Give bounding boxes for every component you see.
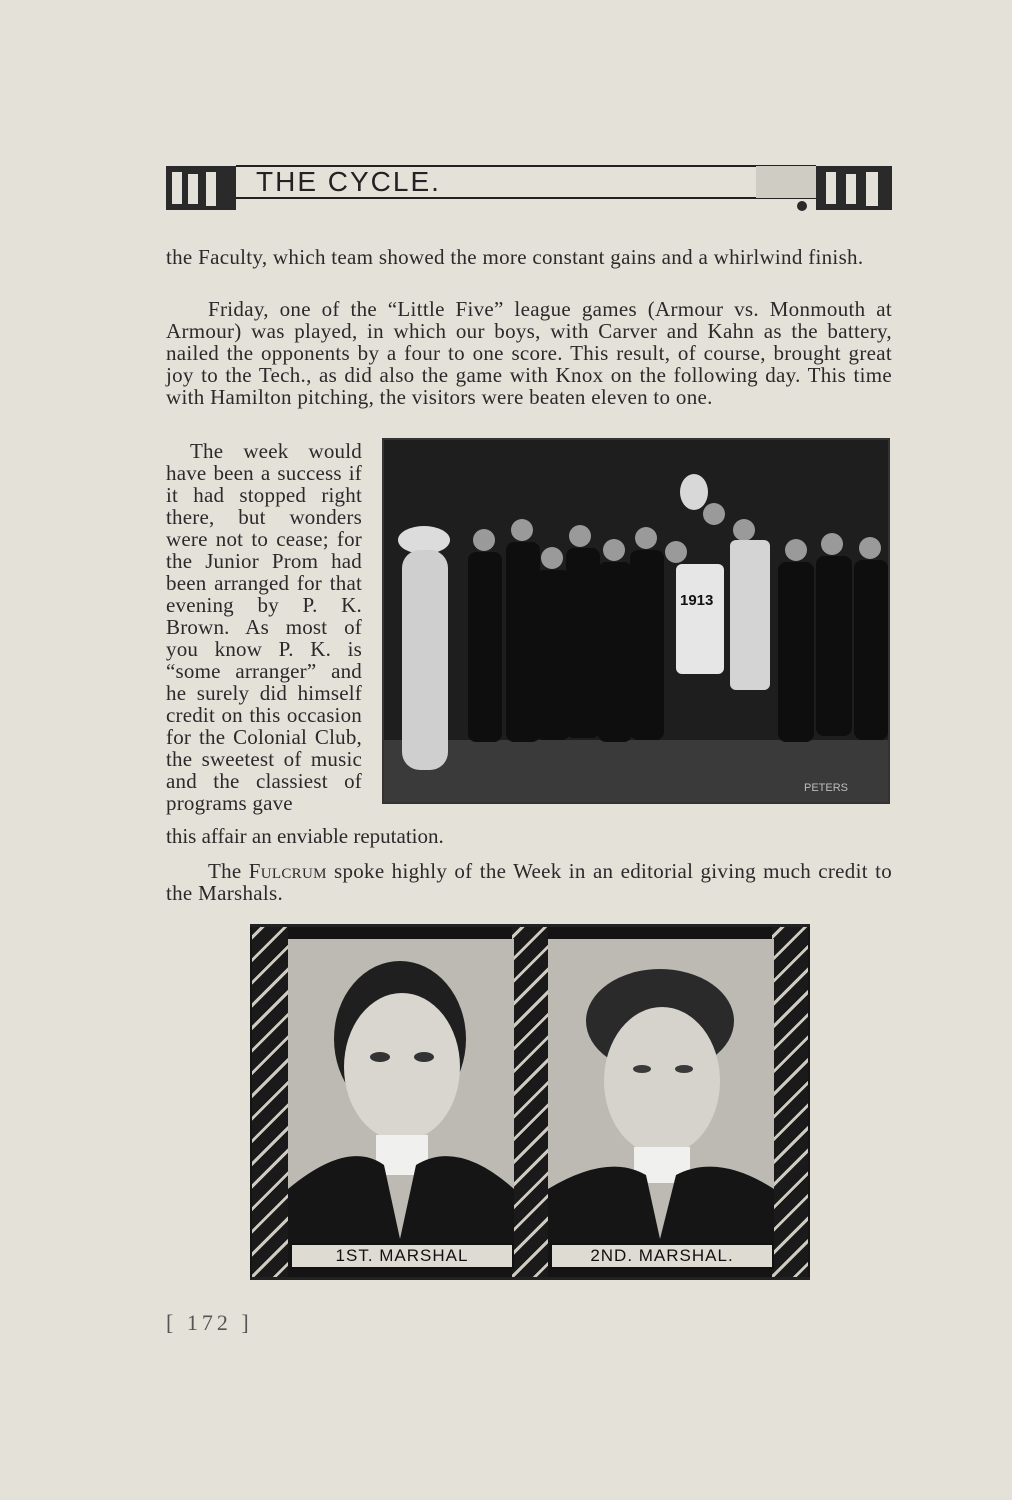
running-header [166,162,892,214]
group-photo-image [384,440,888,802]
paragraph-3-tail: this affair an enviable reputation. [166,824,444,848]
marshals-panel [250,924,810,1280]
paragraph-2: Friday, one of the “Little Five” league games (Armour vs. Monmouth at Armour) was played, in which our boys, with Carver and Kahn as the battery, nailed the opponents by a four to one score. This result, of course, brought great joy to the Tech., as did also the game with Knox on the following day. This time with Hamilton pitching, the visitors were beaten eleven to one. [166,297,892,409]
sweater-text: 1913 [680,592,714,609]
header-title: THE CYCLE. [256,166,441,197]
paragraph-4 [166,860,892,904]
paragraph-1: the Faculty, which team showed the more constant gains and a whirlwind finish. [166,245,864,269]
paragraph-4-lead: The [208,859,249,883]
label-first-marshal: 1ST. MARSHAL [290,1243,514,1269]
portrait-second-marshal [548,939,774,1249]
ornament-border-left [252,927,288,1277]
label-second-marshal: 2ND. MARSHAL. [550,1243,774,1269]
fulcrum-name: Fulcrum [248,859,327,883]
portrait-first-image [288,939,514,1249]
group-photo [382,438,890,804]
portrait-first-marshal [288,939,514,1249]
ornament-border-middle [512,927,548,1277]
paragraph-4-rest: spoke highly of the Week in an editorial giving much credit to the Marshals. [166,859,892,905]
paragraph-3: The week would have been a success if it had stopped right there, but wonders were not to cease; for the Junior Prom had been arranged for that evening by P. K. Brown. As most of you know P. K. is “some arranger” and he surely did himself credit on this occasion for the Colonial Club, the sweetest of music and the classiest of programs gave [166,439,362,815]
page-number: [ 172 ] [166,1310,253,1335]
portrait-second-image [548,939,774,1249]
photographer-signature: PETERS [803,782,848,794]
ornament-border-right [772,927,808,1277]
